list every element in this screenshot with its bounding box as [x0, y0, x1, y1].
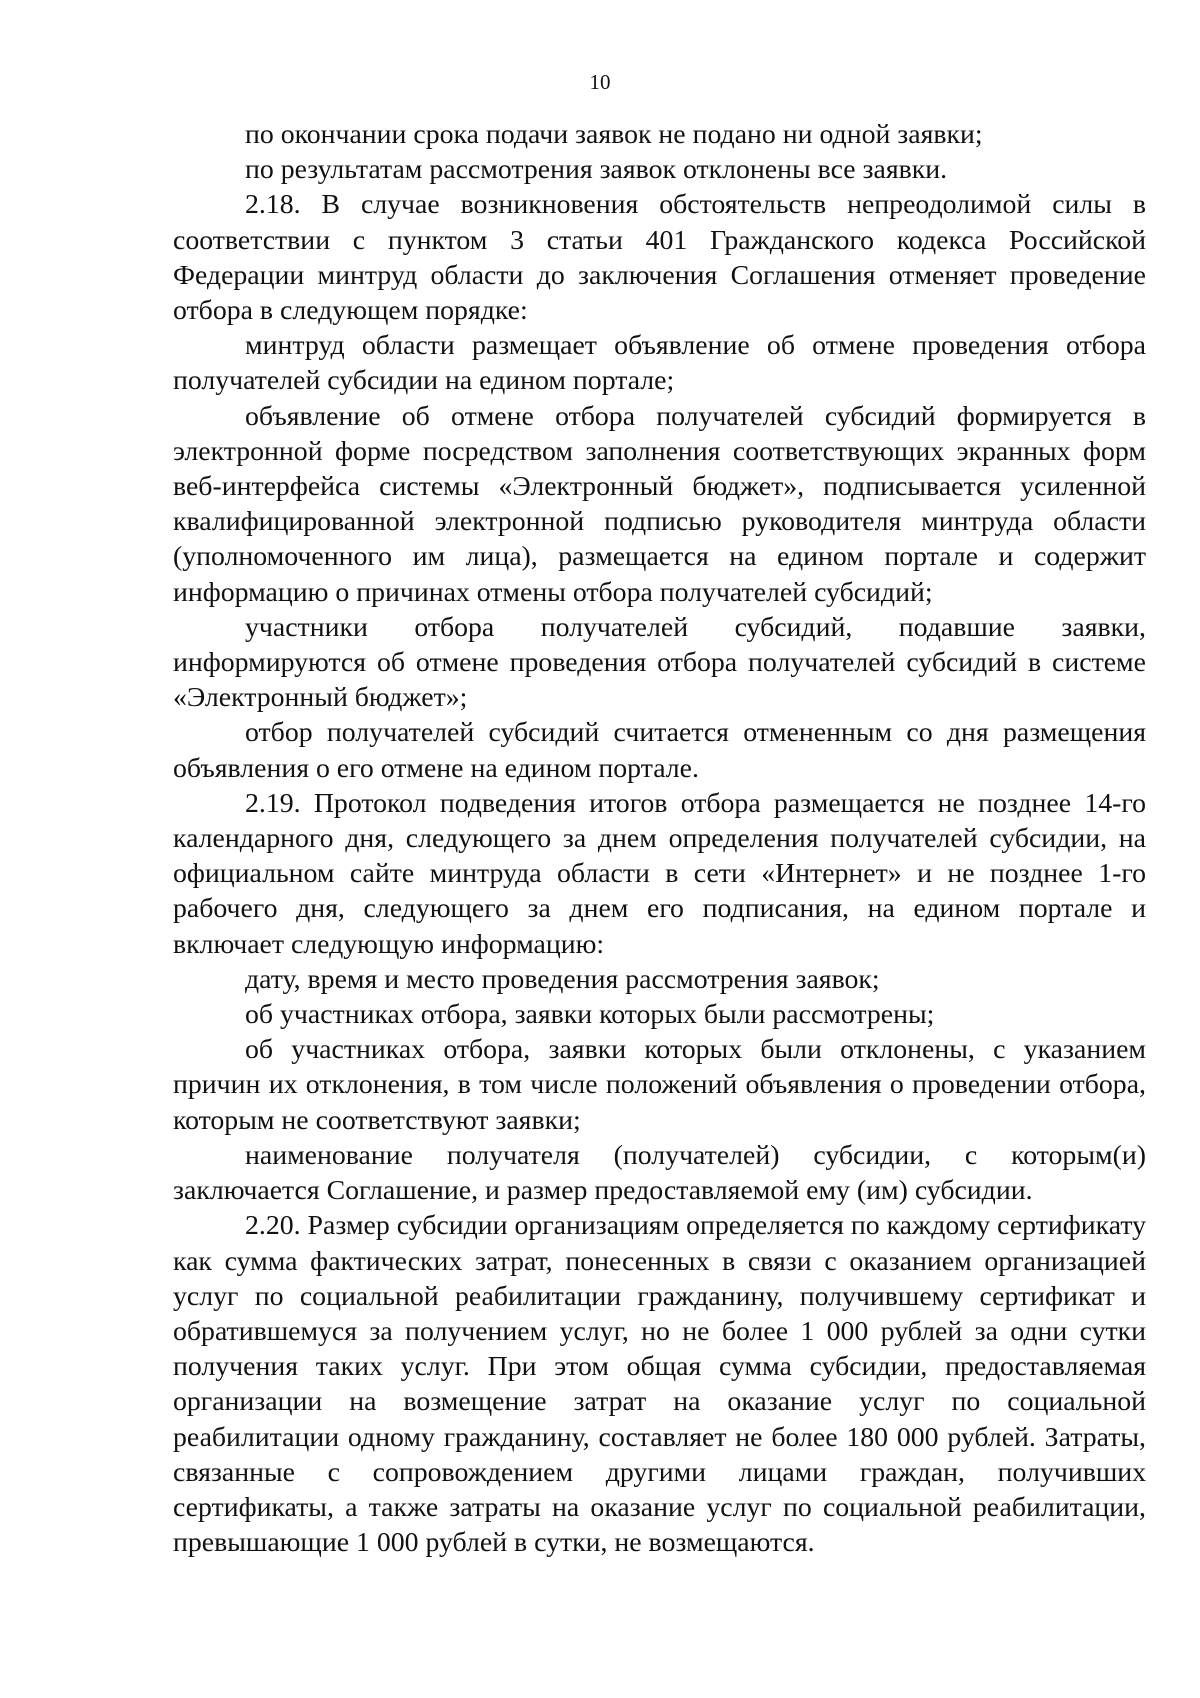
paragraph-2-20-subsidy-amount: 2.20. Размер субсидии организациям определяется по каждому сертификату как сумма фактических затрат, понесенных в связи с оказанием организацией услуг по социальной реабилитации гражданину, получившему сертификат и обратившемуся за получением услуг, но не более 1 000 рублей за одни сутки получения таких услуг. При этом общая сумма субсидии, предоставляемая организации на возмещение затрат на оказание услуг по социальной реабилитации одному гражданину, составляет не более 180 000 рублей. Затраты, связанные с сопровождением другими лицами граждан, получивших сертификаты, а также затраты на оказание услуг по социальной реабилитации, превышающие 1 000 рублей в сутки, не возмещаются.: [173, 1210, 1146, 1559]
paragraph-participants-informed: участники отбора получателей субсидий, подавшие заявки, информируются об отмене проведения отбора получателей субсидий в системе «Электронный бюджет»;: [173, 611, 1146, 714]
paragraph-date-time-place: дату, время и место проведения рассмотрения заявок;: [245, 963, 880, 995]
paragraph-2-19-protocol: 2.19. Протокол подведения итогов отбора размещается не позднее 14-го календарного дня, следующего за днем определения получателей субсидии, на официальном сайте минтруда области в сети «Интернет» и не позднее 1-го рабочего дня, следующего за днем его подписания, на едином портале и включает следующую информацию:: [173, 787, 1146, 960]
document-body: [173, 117, 1146, 1560]
paragraph-selection-cancelled: отбор получателей субсидий считается отмененным со дня размещения объявления о его отмене на едином портале.: [173, 717, 1146, 784]
page-number: 10: [589, 70, 611, 94]
paragraph-recipient-name: наименование получателя (получателей) субсидии, с которым(и) заключается Соглашение, и размер предоставляемой ему (им) субсидии.: [173, 1139, 1146, 1207]
paragraph-cancellation-announcement: минтруд области размещает объявление об отмене проведения отбора получателей субсидии на едином портале;: [173, 330, 1146, 397]
paragraph-participants-reviewed: об участниках отбора, заявки которых были рассмотрены;: [245, 999, 935, 1031]
paragraph-participants-rejected: об участниках отбора, заявки которых были отклонены, с указанием причин их отклонения, в том числе положений объявления о проведении отбора, которым не соответствуют заявки;: [173, 1034, 1146, 1136]
paragraph-all-rejected: по результатам рассмотрения заявок отклонены все заявки.: [245, 154, 948, 186]
paragraph-2-18-force-majeure: 2.18. В случае возникновения обстоятельств непреодолимой силы в соответствии с пунктом 3 статьи 401 Гражданского кодекса Российской Федерации минтруд области до заключения Соглашения отменяет проведение отбора в следующем порядке:: [173, 189, 1146, 327]
paragraph-no-applications: по окончании срока подачи заявок не подано ни одной заявки;: [245, 119, 983, 150]
paragraph-announcement-electronic-form: объявление об отмене отбора получателей субсидий формируется в электронной форме посредством заполнения соответствующих экранных форм веб-интерфейса системы «Электронный бюджет», подписывается усиленной квалифицированной электронной подписью руководителя минтруда области (уполномоченного им лица), размещается на едином портале и содержит информацию о причинах отмены отбора получателей субсидий;: [173, 400, 1146, 608]
